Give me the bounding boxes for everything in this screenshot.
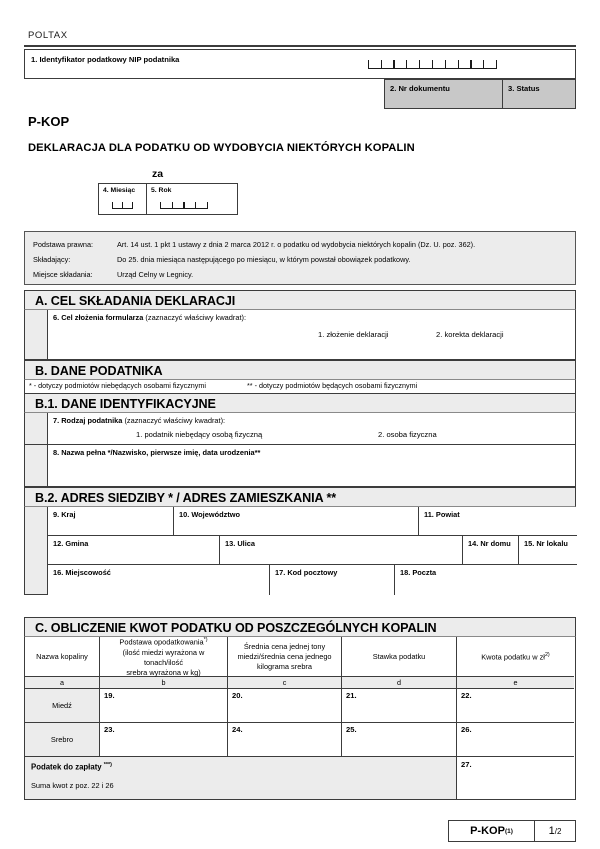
- col-header-b-line2: (ilość miedzi wyrażona w tonach/ilość: [122, 647, 205, 667]
- section-c-heading: C. OBLICZENIE KWOT PODATKU OD POSZCZEGÓLNYCH KOPALIN: [24, 617, 576, 637]
- table-header-row: [25, 637, 575, 677]
- field-rok-label: 5. Rok: [151, 187, 172, 194]
- total-label-cell: [25, 757, 457, 799]
- field-status[interactable]: [503, 80, 574, 108]
- col-header-c-line2: miedzi/średnia cena jednego: [237, 651, 332, 661]
- cell-22[interactable]: [457, 689, 574, 723]
- table-row: [25, 723, 575, 757]
- legal-value: Urząd Celny w Legnicy.: [117, 270, 194, 279]
- cell-27-number: 27.: [461, 760, 472, 769]
- field-nr-dokumentu[interactable]: [385, 80, 503, 108]
- field-nr-lokalu[interactable]: [519, 536, 577, 565]
- form-code-title: P-KOP: [28, 114, 70, 129]
- field-ulica[interactable]: [220, 536, 463, 565]
- footer-page-total: 2: [556, 826, 562, 836]
- section-b2-heading: B.2. ADRES SIEDZIBY * / ADRES ZAMIESZKANIA **: [24, 487, 576, 507]
- field-miejscowosc-label: 16. Miejscowość: [53, 568, 111, 577]
- col-header-srednia-cena: [228, 637, 342, 677]
- period-box: [98, 183, 238, 215]
- col-header-e-sup: 2): [544, 652, 550, 659]
- cell-24[interactable]: [228, 723, 342, 757]
- table-total-row: [25, 757, 575, 799]
- field-nr-domu-label: 14. Nr domu: [468, 539, 511, 548]
- section-b2-inner: [47, 507, 575, 594]
- field-ulica-label: 13. Ulica: [225, 539, 255, 548]
- legal-row: [25, 252, 575, 267]
- legal-row: [25, 237, 575, 252]
- footer-page-sep: /: [554, 826, 557, 836]
- footer-page-current: 1: [548, 825, 555, 837]
- col-letter-c: c: [228, 677, 342, 689]
- legal-value: Art. 14 ust. 1 pkt 1 ustawy z dnia 2 marca 2012 r. o podatku od wydobycia niektórych kopalin (Dz. U. poz. 362).: [117, 240, 476, 249]
- section-b2-body: [24, 507, 576, 595]
- footer-page-number: [535, 821, 575, 841]
- col-header-b-text: Podstawa opodatkowania: [119, 637, 204, 647]
- cell-21-number: 21.: [346, 691, 357, 700]
- legal-row: [25, 267, 575, 282]
- cell-21[interactable]: [342, 689, 457, 723]
- legal-key: Miejsce składania:: [33, 270, 93, 279]
- nip-comb-input[interactable]: [369, 60, 497, 69]
- col-letter-d: d: [342, 677, 457, 689]
- field-poczta[interactable]: [395, 565, 577, 595]
- field-powiat-label: 11. Powiat: [424, 510, 460, 519]
- field-kod-pocztowy[interactable]: [270, 565, 395, 595]
- field-kraj[interactable]: [48, 507, 174, 536]
- month-comb-input[interactable]: [113, 202, 133, 209]
- field-nip-label: 1. Identyfikator podatkowy NIP podatnika: [31, 55, 180, 64]
- footer-form-version: (1): [504, 827, 513, 835]
- footer-form-code: [449, 821, 535, 841]
- field-7-label: [53, 416, 225, 425]
- cell-23-number: 23.: [104, 725, 115, 734]
- month-cell[interactable]: [122, 202, 133, 209]
- poltax-label: POLTAX: [28, 30, 68, 41]
- col-header-d-text: Stawka podatku: [372, 651, 426, 661]
- cel-option-1[interactable]: 1. złożenie deklaracji: [318, 330, 389, 339]
- legal-basis-box: [24, 231, 576, 285]
- section-a-heading: A. CEL SKŁADANIA DEKLARACJI: [24, 290, 576, 310]
- document-status-box: [384, 79, 576, 109]
- field-6-label: [53, 313, 246, 322]
- table-letter-row: [25, 677, 575, 689]
- address-grid: [48, 507, 575, 594]
- note-single-asterisk: * - dotyczy podmiotów niebędących osobami fizycznymi: [29, 381, 206, 390]
- field-wojewodztwo[interactable]: [174, 507, 419, 536]
- field-nr-dokumentu-label: 2. Nr dokumentu: [390, 84, 450, 93]
- legal-value: Do 25. dnia miesiąca następującego po miesiącu, w którym powstał obowiązek podatkowy.: [117, 255, 411, 264]
- row-label-srebro: Srebro: [25, 723, 100, 757]
- section-b1-field7: [24, 413, 576, 445]
- form-name-title: DEKLARACJA DLA PODATKU OD WYDOBYCIA NIEKTÓRYCH KOPALIN: [28, 142, 415, 154]
- field-wojewodztwo-label: 10. Województwo: [179, 510, 241, 519]
- cell-20-number: 20.: [232, 691, 243, 700]
- field-7-bold: 7. Rodzaj podatnika: [53, 416, 123, 425]
- field-8-inner[interactable]: [47, 445, 575, 486]
- cell-27[interactable]: [457, 757, 574, 799]
- col-header-podstawa: [100, 637, 228, 677]
- col-header-b-sup: *): [203, 637, 208, 644]
- note-double-asterisk: ** - dotyczy podmiotów będących osobami fizycznymi: [247, 381, 418, 390]
- field-kraj-label: 9. Kraj: [53, 510, 76, 519]
- nip-cell[interactable]: [483, 60, 497, 69]
- field-8-label: 8. Nazwa pełna */Nazwisko, pierwsze imię, data urodzenia**: [53, 448, 261, 457]
- cell-26-number: 26.: [461, 725, 472, 734]
- field-kod-pocztowy-label: 17. Kod pocztowy: [275, 568, 338, 577]
- year-cell[interactable]: [195, 202, 208, 209]
- col-letter-e: e: [457, 677, 574, 689]
- col-header-c-text: Średnia cena jednej tony: [243, 641, 326, 651]
- col-header-stawka: [342, 637, 457, 677]
- field-7-inner: [47, 413, 575, 444]
- field-6-bold: 6. Cel złożenia formularza: [53, 313, 144, 322]
- field-7-hint: (zaznaczyć właściwy kwadrat):: [122, 416, 226, 425]
- table-row: [25, 689, 575, 723]
- col-header-kwota: [457, 637, 574, 677]
- section-b-notes: [24, 380, 576, 393]
- field-rok[interactable]: [147, 184, 236, 214]
- col-header-b-line3: srebra wyrażona w kg): [126, 667, 201, 677]
- period-word: za: [152, 168, 164, 180]
- legal-key: Podstawa prawna:: [33, 240, 94, 249]
- field-miesiac-label: 4. Miesiąc: [103, 187, 136, 194]
- col-header-c-line3: kilograma srebra: [256, 661, 313, 671]
- col-header-e-text: Kwota podatku w zł: [481, 652, 545, 662]
- section-b-heading: B. DANE PODATNIKA: [24, 360, 576, 380]
- cell-20[interactable]: [228, 689, 342, 723]
- cell-25[interactable]: [342, 723, 457, 757]
- cell-26[interactable]: [457, 723, 574, 757]
- field-powiat[interactable]: [419, 507, 577, 536]
- field-nr-lokalu-label: 15. Nr lokalu: [524, 539, 568, 548]
- field-nr-domu[interactable]: [463, 536, 519, 565]
- rodzaj-option-1[interactable]: 1. podatnik niebędący osobą fizyczną: [136, 430, 263, 439]
- col-letter-b: b: [100, 677, 228, 689]
- field-miejscowosc[interactable]: [48, 565, 270, 595]
- field-poczta-label: 18. Poczta: [400, 568, 437, 577]
- field-nip-box[interactable]: [24, 49, 576, 79]
- cell-24-number: 24.: [232, 725, 243, 734]
- col-header-nazwa-kopaliny: [25, 637, 100, 677]
- form-footer: [448, 820, 576, 842]
- total-label-text: Podatek do zapłaty: [31, 762, 104, 772]
- section-b1-field8: [24, 445, 576, 487]
- section-a-inner: [47, 310, 575, 359]
- col-header-a-text: Nazwa kopaliny: [36, 651, 88, 661]
- section-b1-heading: B.1. DANE IDENTYFIKACYJNE: [24, 393, 576, 413]
- section-a-body: [24, 310, 576, 360]
- field-gmina[interactable]: [48, 536, 220, 565]
- year-comb-input[interactable]: [161, 202, 208, 209]
- col-letter-a: a: [25, 677, 100, 689]
- field-status-label: 3. Status: [508, 84, 540, 93]
- row-label-miedz: Miedź: [25, 689, 100, 723]
- cell-25-number: 25.: [346, 725, 357, 734]
- footer-form-code-text: P-KOP: [470, 825, 505, 837]
- legal-key: Składający:: [33, 255, 71, 264]
- total-label: [31, 762, 112, 772]
- cell-23[interactable]: [100, 723, 228, 757]
- field-gmina-label: 12. Gmina: [53, 539, 89, 548]
- header-rule: [24, 45, 576, 47]
- section-c-table: [24, 637, 576, 800]
- rodzaj-option-2[interactable]: 2. osoba fizyczna: [378, 430, 437, 439]
- cell-19-number: 19.: [104, 691, 115, 700]
- cell-22-number: 22.: [461, 691, 472, 700]
- total-label-sup: ***): [103, 762, 112, 768]
- field-6-hint: (zaznaczyć właściwy kwadrat):: [143, 313, 247, 322]
- field-miesiac[interactable]: [99, 184, 147, 214]
- cell-19[interactable]: [100, 689, 228, 723]
- cel-option-2[interactable]: 2. korekta deklaracji: [436, 330, 504, 339]
- total-sublabel: Suma kwot z poz. 22 i 26: [31, 781, 114, 790]
